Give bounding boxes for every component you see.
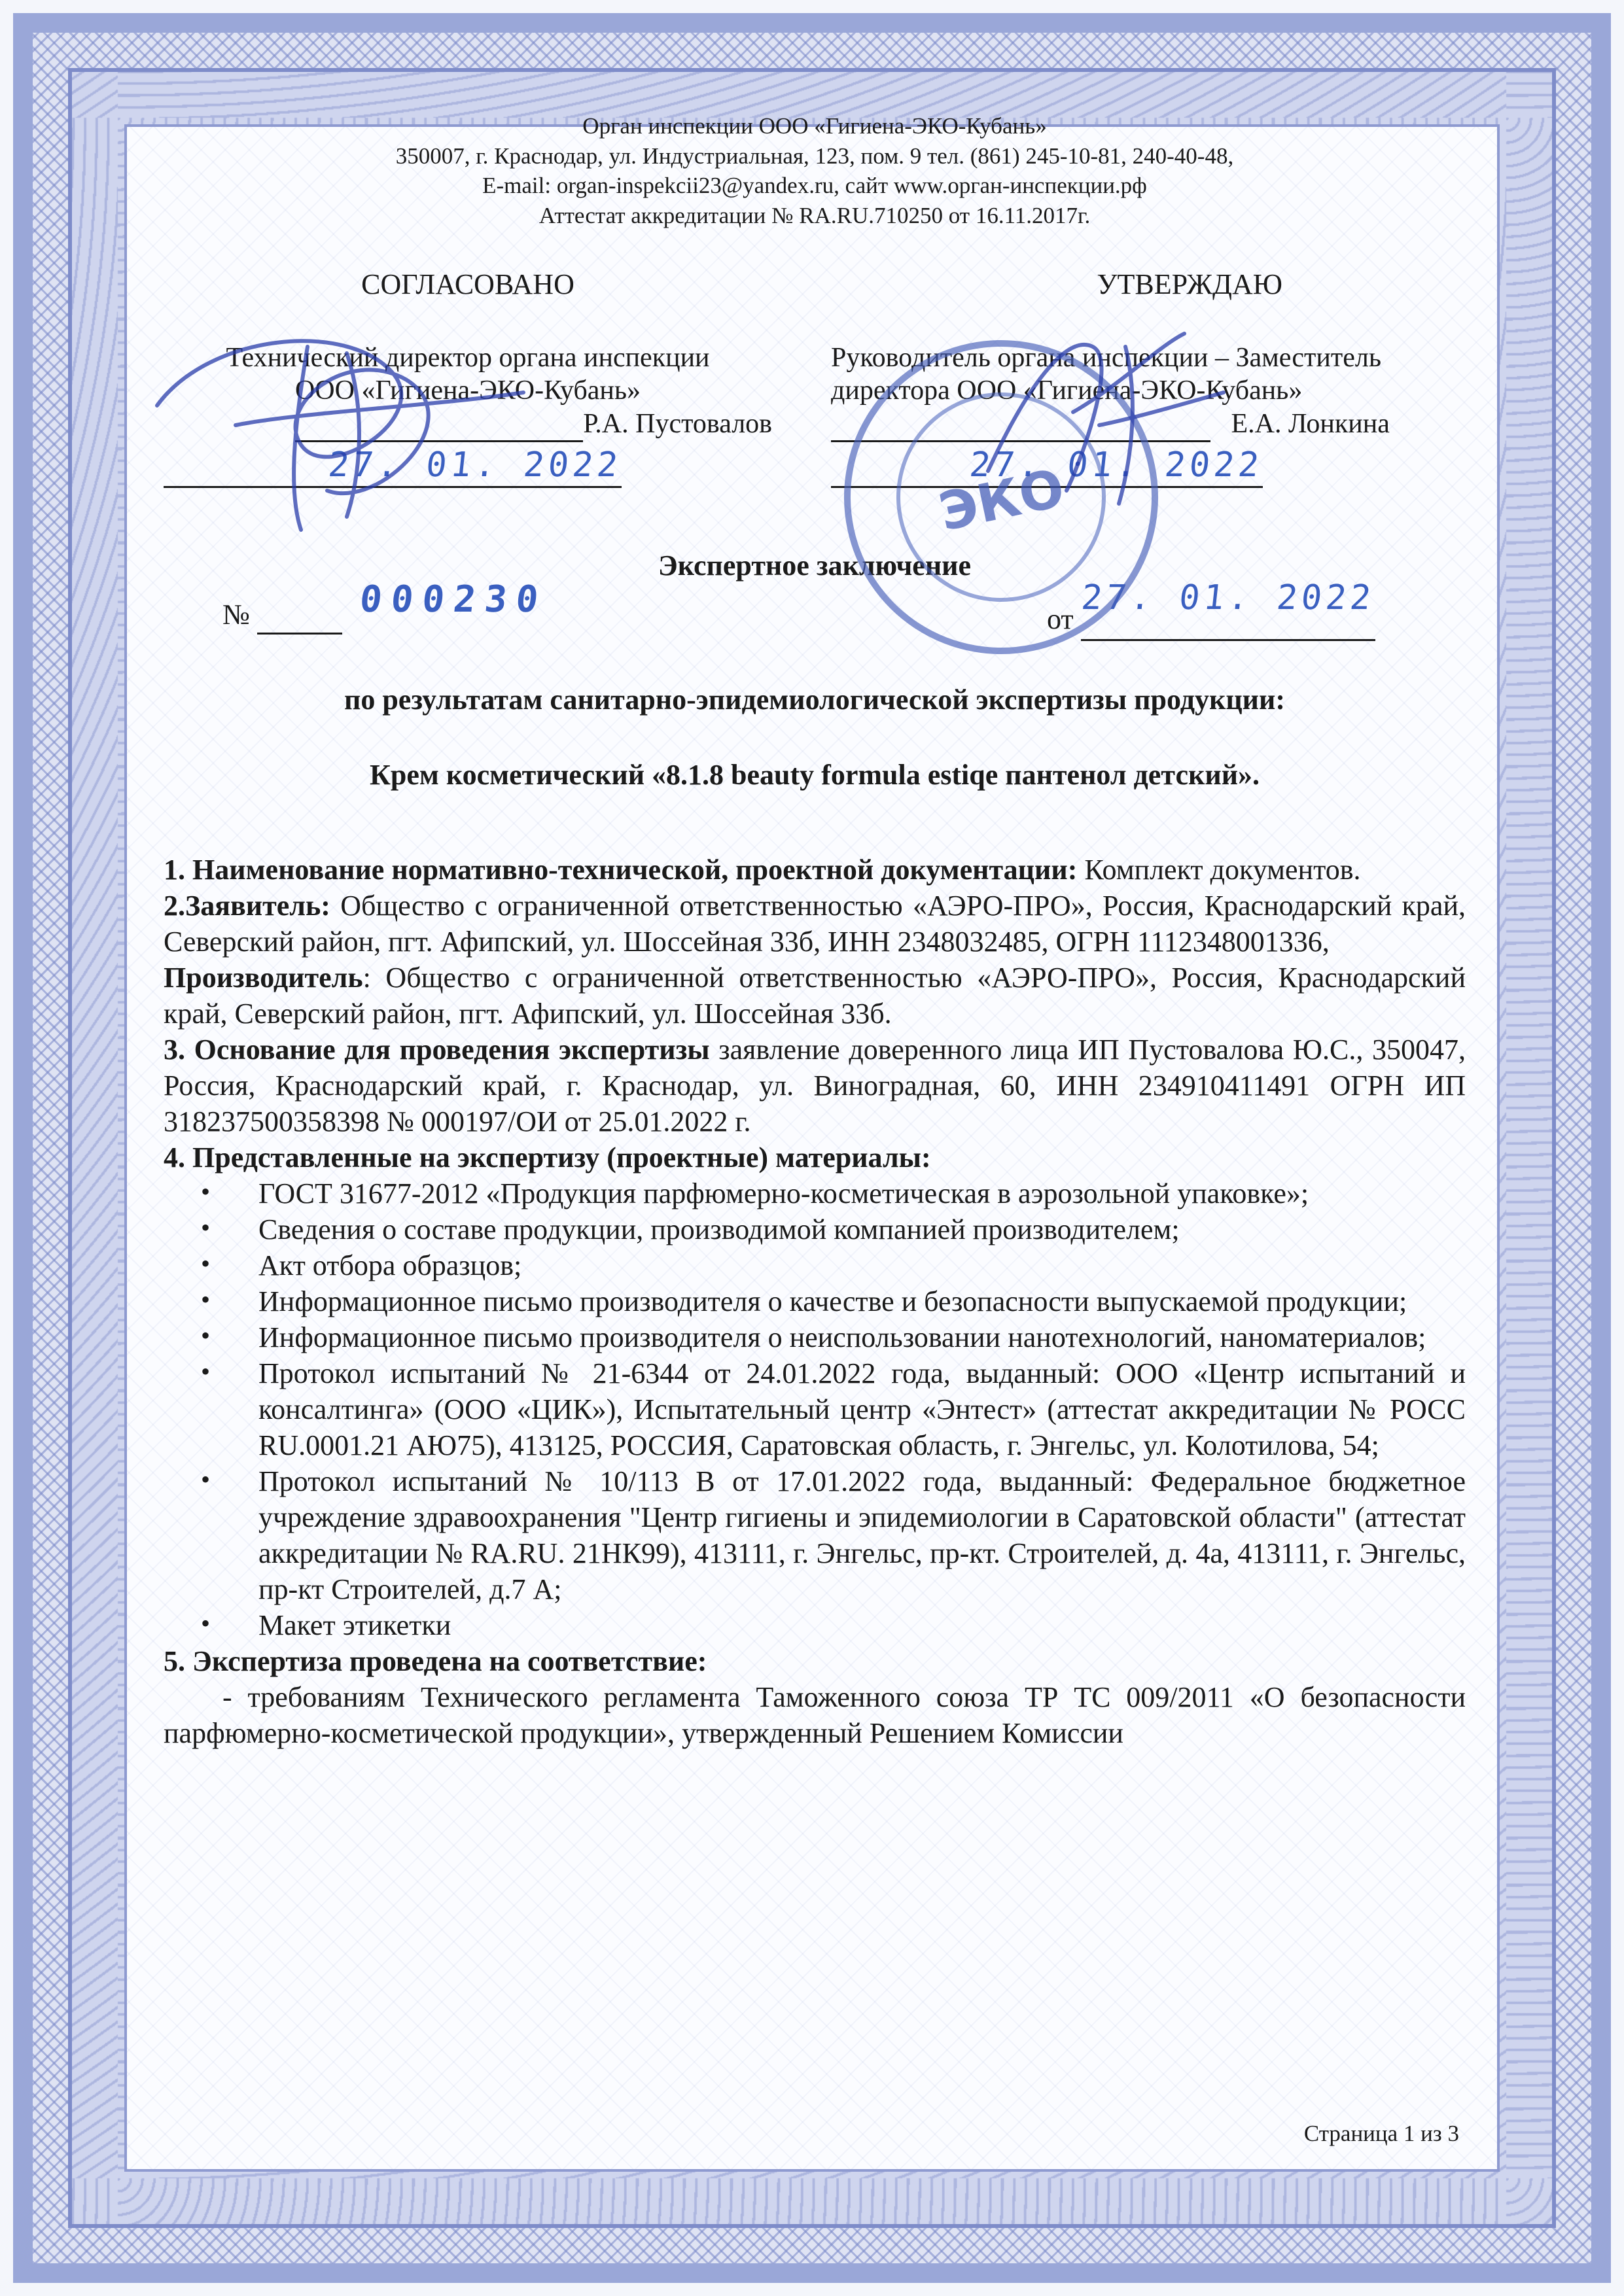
document-title: Экспертное заключение: [658, 549, 972, 582]
agreed-company: ООО «Гигиена-ЭКО-Кубань»: [294, 375, 641, 406]
number-stamp: 000230: [357, 578, 550, 621]
section-5-text: - требованиям Технического регламента Таможенного союза ТР ТС 009/2011 «О безопасности парфюмерно-косметической продукции», утвержденный Решением Комиссии: [164, 1681, 1466, 1749]
date-line: [1079, 578, 1377, 641]
list-item: • ГОСТ 31677-2012 «Продукция парфюмерно-косметическая в аэрозольной упаковке»;: [258, 1175, 1466, 1211]
agreed-date-line: [164, 445, 622, 487]
number-date-row: [164, 578, 1466, 649]
document-date-stamp: 27. 01. 2022: [1079, 578, 1377, 617]
section-1: [164, 852, 1466, 888]
product-name: Крем косметический «8.1.8 beauty formula estiqe пантенол детский».: [369, 759, 1260, 791]
header-contacts: E-mail: organ-inspekcii23@yandex.ru, сайт www.орган-инспекции.рф: [482, 173, 1147, 198]
producer-text: : Общество с ограниченной ответственностью «АЭРО-ПРО», Россия, Краснодарский край, Северский район, пгт. Афипский, ул. Шоссейная 33б.: [164, 962, 1466, 1030]
section-2-label: 2.Заявитель:: [164, 890, 330, 922]
section-1-text: Комплект документов.: [1077, 854, 1361, 886]
approved-company: директора ООО «Гигиена-ЭКО-Кубань»: [831, 375, 1303, 406]
approved-title: УТВЕРЖДАЮ: [1097, 268, 1282, 300]
approved-date-stamp: 27. 01. 2022: [968, 445, 1265, 485]
agreed-signatory-name: Р.А. Пустовалов: [583, 408, 772, 439]
agreed-signature-line: [295, 408, 583, 442]
list-item: • Информационное письмо производителя о качестве и безопасности выпускаемой продукции;: [258, 1283, 1466, 1319]
header-org-name: Орган инспекции ООО «Гигиена-ЭКО-Кубань»: [582, 113, 1047, 139]
materials-list: [164, 1175, 1466, 1643]
section-1-label: 1. Наименование нормативно-технической, проектной документации:: [164, 854, 1078, 886]
approved-position: Руководитель органа инспекции – Заместитель: [831, 343, 1381, 373]
section-3-label: 3. Основание для проведения экспертизы: [164, 1034, 710, 1066]
document-subtitle: по результатам санитарно-эпидемиологической экспертизы продукции:: [344, 684, 1286, 716]
seal-center-text: ЭКО: [934, 457, 1070, 543]
list-item: • Информационное письмо производителя о неиспользовании нанотехнологий, наноматериалов;: [258, 1319, 1466, 1355]
agreed-signature-row: [164, 408, 772, 442]
document-body: [164, 852, 1466, 1751]
date-label: от: [1047, 603, 1074, 635]
section-4-label: 4. Представленные на экспертизу (проектные) материалы:: [164, 1141, 931, 1174]
agreed-position: Технический директор органа инспекции: [226, 343, 710, 373]
agreed-title: СОГЛАСОВАНО: [361, 268, 574, 300]
section-3: [164, 1032, 1466, 1139]
list-item: • Протокол испытаний № 21-6344 от 24.01.2022 года, выданный: ООО «Центр испытаний и консалтинга» (ООО «ЦИК»), Испытательный центр «Энтест» (аттестат аккредитации № РОСС RU.0001.21 АЮ75), 413125, РОССИЯ, Саратовская область, г. Энгельс, ул. Колотилова, 54;: [258, 1355, 1466, 1463]
producer-paragraph: [164, 960, 1466, 1032]
agreed-date-stamp: 27. 01. 2022: [327, 445, 624, 485]
section-5-label: 5. Экспертиза проведена на соответствие:: [164, 1645, 707, 1677]
list-item: • Сведения о составе продукции, производимой компанией производителем;: [258, 1211, 1466, 1247]
list-item: • Протокол испытаний № 10/113 В от 17.01.2022 года, выданный: Федеральное бюджетное учреждение здравоохранения "Центр гигиены и эпидемиологии в Саратовской области" (аттестат аккредитации № RA.RU. 21НК99), 413111, г. Энгельс, пр-кт. Строителей, д. 4а, 413111, г. Энгельс, пр-кт Строителей, д.7 А;: [258, 1463, 1466, 1607]
agreed-block: [164, 266, 772, 488]
section-3-text: заявление доверенного лица ИП Пустовалова Ю.С., 350047, Россия, Краснодарский край, г. Краснодар, ул. Виноградная, 60, ИНН 234910411491 ОГРН ИП 318237500358398 № 000197/ОИ от 25.01.2022 г.: [164, 1034, 1466, 1138]
number-line: [257, 597, 342, 635]
approval-block: [164, 266, 1466, 521]
approved-signatory-name: Е.А. Лонкина: [1231, 408, 1390, 439]
header-address: 350007, г. Краснодар, ул. Индустриальная, 123, пом. 9 тел. (861) 245-10-81, 240-40-48,: [395, 143, 1234, 169]
list-item: • Макет этикетки: [258, 1607, 1466, 1643]
organization-header: [164, 111, 1466, 230]
number-field: [222, 597, 342, 635]
section-2-text: Общество с ограниченной ответственностью «АЭРО-ПРО», Россия, Краснодарский край, Северский район, пгт. Афипский, ул. Шоссейная 33б, ИНН 2348032485, ОГРН 1112348001336,: [164, 890, 1466, 958]
producer-label: Производитель: [164, 962, 363, 994]
list-item: • Акт отбора образцов;: [258, 1247, 1466, 1283]
section-2: [164, 888, 1466, 960]
agreed-date-row: [164, 445, 772, 487]
document-content: [164, 111, 1466, 2146]
number-label: №: [222, 599, 250, 631]
page-number: Страница 1 из 3: [1303, 2121, 1459, 2146]
header-accreditation: Аттестат аккредитации № RA.RU.710250 от 16.11.2017г.: [538, 202, 1091, 228]
